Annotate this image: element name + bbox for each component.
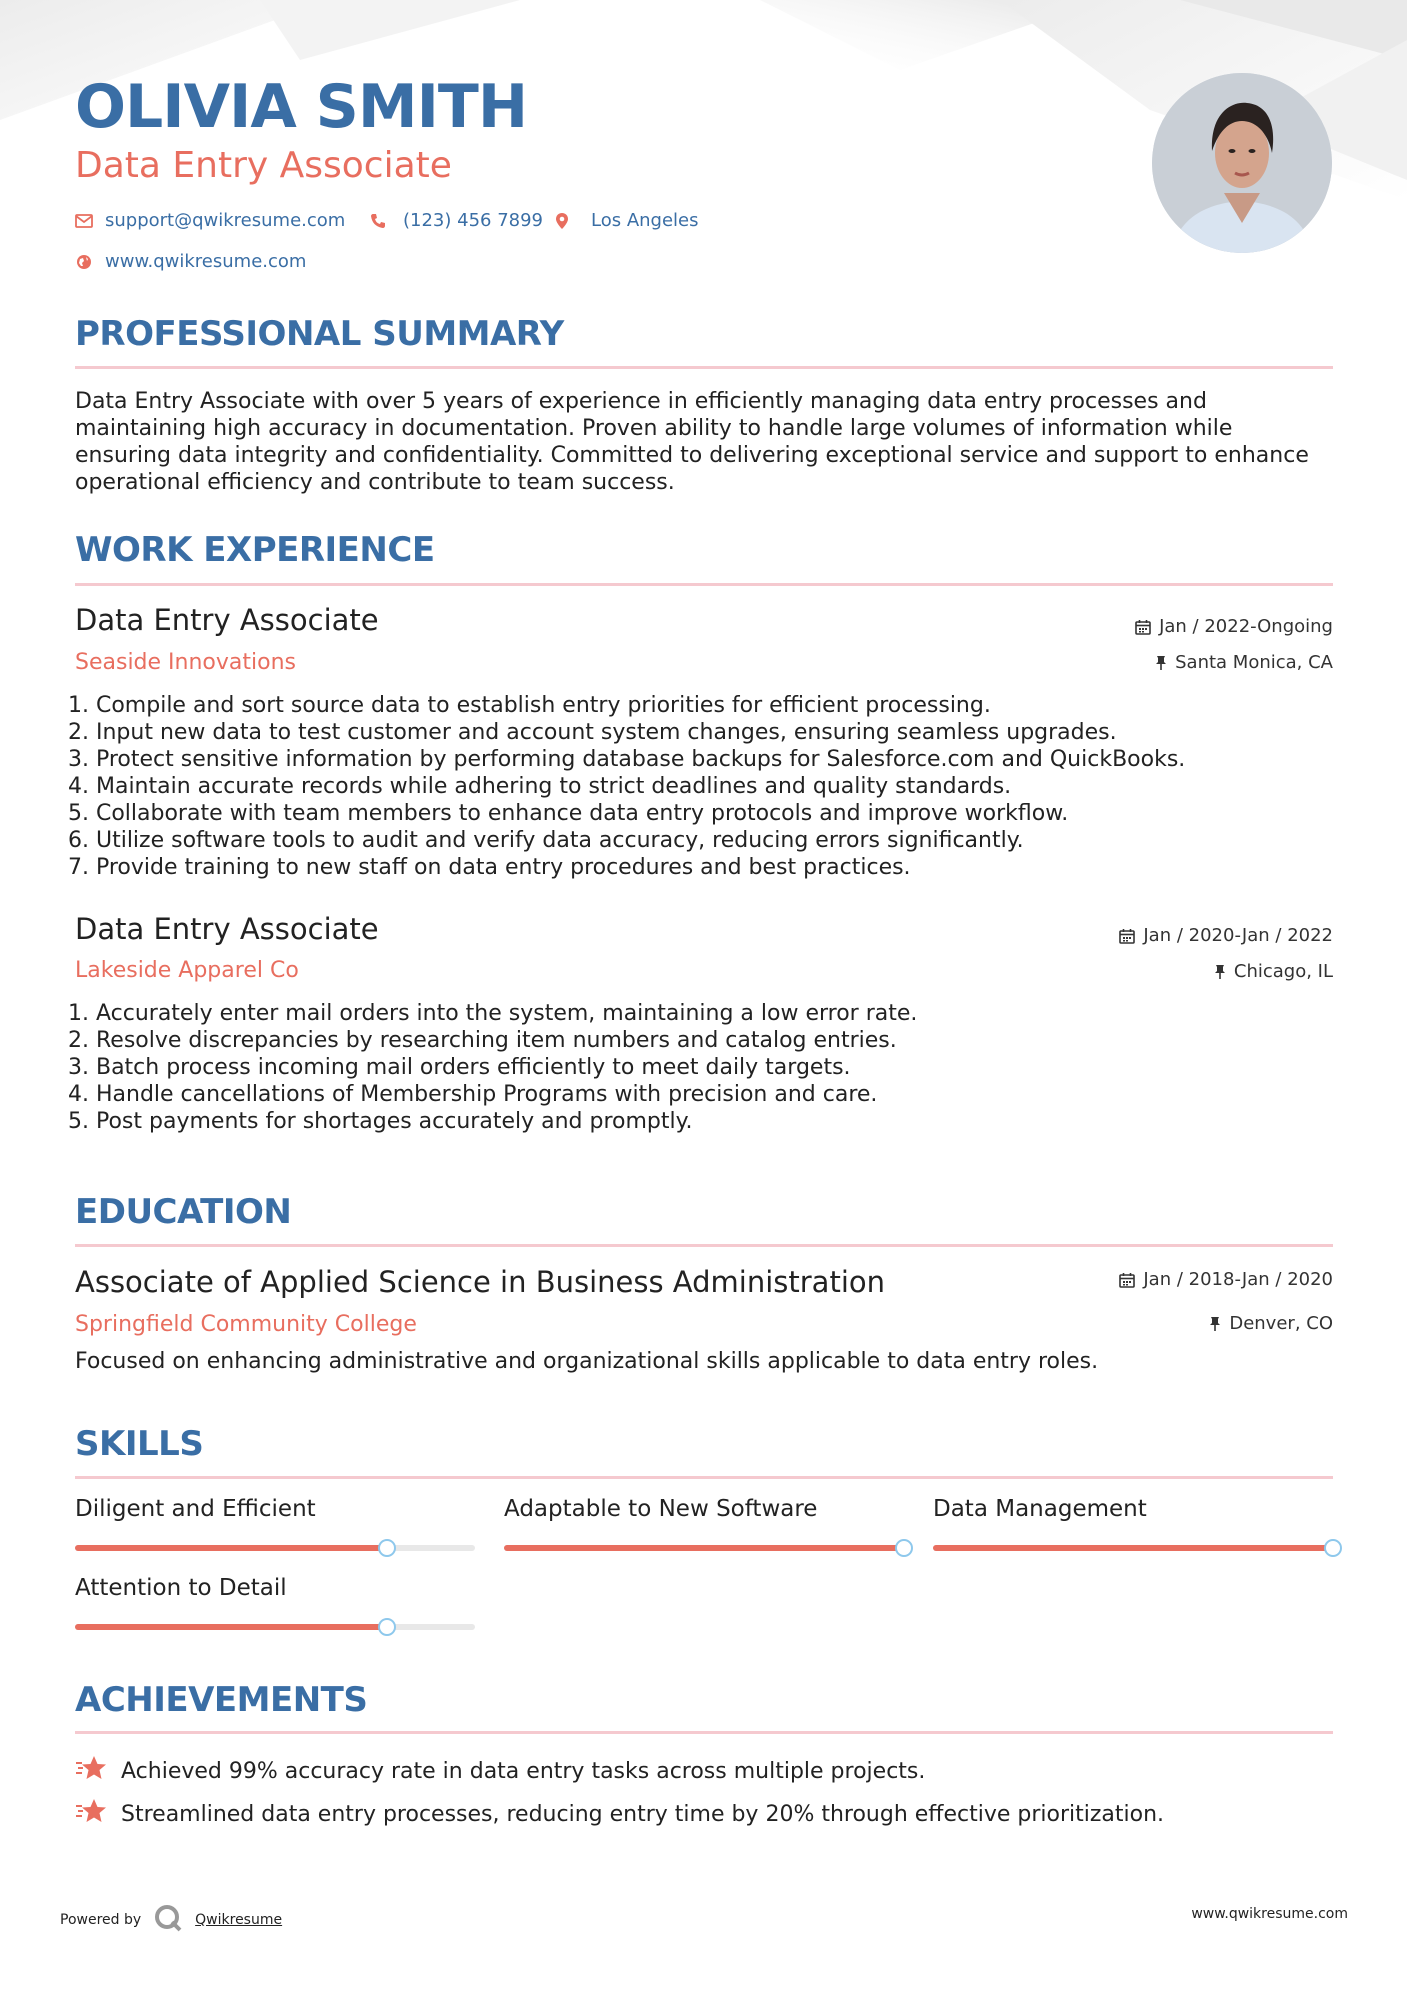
job-1-company: Seaside Innovations xyxy=(75,650,296,675)
job-2-company: Lakeside Apparel Co xyxy=(75,958,299,983)
achievement-1-text: Achieved 99% accuracy rate in data entry tasks across multiple projects. xyxy=(121,1758,926,1784)
calendar-icon xyxy=(1135,619,1151,635)
list-item: 1. Accurately enter mail orders into the system, maintaining a low error rate. xyxy=(68,1001,918,1026)
achievement-1 xyxy=(75,1755,925,1787)
map-pin-icon xyxy=(553,212,571,230)
job-1-role: Data Entry Associate xyxy=(75,603,379,637)
contact-location xyxy=(553,210,699,231)
skills-divider xyxy=(75,1476,1333,1479)
skill-2-knob xyxy=(895,1539,913,1557)
contact-website[interactable] xyxy=(75,251,306,272)
phone-icon xyxy=(369,212,387,230)
phone-text: (123) 456 7899 xyxy=(403,210,544,231)
skill-3-label: Data Management xyxy=(933,1496,1147,1522)
education-heading: EDUCATION xyxy=(75,1192,292,1232)
calendar-icon xyxy=(1119,928,1135,944)
location-text: Los Angeles xyxy=(591,210,699,231)
job-2-dates-text: Jan / 2020-Jan / 2022 xyxy=(1143,925,1333,946)
summary-divider xyxy=(75,366,1333,369)
job-2-location-text: Chicago, IL xyxy=(1233,961,1333,982)
calendar-icon xyxy=(1119,1272,1135,1288)
profile-photo xyxy=(1152,73,1332,253)
job-1-dates xyxy=(1135,616,1333,637)
skill-4-bar xyxy=(75,1624,475,1630)
achievements-heading: ACHIEVEMENTS xyxy=(75,1680,368,1720)
list-item: 3. Protect sensitive information by performing database backups for Salesforce.com and QuickBooks. xyxy=(68,747,1186,772)
footer-website[interactable]: www.qwikresume.com xyxy=(1191,1906,1348,1922)
job-1-location-text: Santa Monica, CA xyxy=(1175,652,1333,673)
list-item: 3. Batch process incoming mail orders efficiently to meet daily targets. xyxy=(68,1055,851,1080)
experience-divider xyxy=(75,583,1333,586)
job-2-bullets xyxy=(68,1000,917,1135)
job-2-dates xyxy=(1119,925,1333,946)
email-text: support@qwikresume.com xyxy=(105,210,346,231)
powered-by-label: Powered by xyxy=(60,1912,142,1928)
qwikresume-logo-icon xyxy=(153,1903,183,1937)
globe-icon xyxy=(75,253,93,271)
achievement-2-text: Streamlined data entry processes, reducing entry time by 20% through effective prioritization. xyxy=(121,1801,1165,1827)
list-item: 2. Input new data to test customer and account system changes, ensuring seamless upgrades. xyxy=(68,720,1117,745)
list-item: 4. Handle cancellations of Membership Programs with precision and care. xyxy=(68,1082,878,1107)
pushpin-icon xyxy=(1209,1316,1221,1332)
job-1-dates-text: Jan / 2022-Ongoing xyxy=(1159,616,1333,637)
pushpin-icon xyxy=(1214,964,1226,980)
job-2-location xyxy=(1214,961,1333,982)
achievements-divider xyxy=(75,1731,1333,1734)
candidate-name: OLIVIA SMITH xyxy=(75,72,528,142)
education-location-text: Denver, CO xyxy=(1229,1313,1333,1334)
summary-heading: PROFESSIONAL SUMMARY xyxy=(75,314,564,354)
skill-1-fill xyxy=(75,1545,387,1551)
list-item: 5. Collaborate with team members to enhance data entry protocols and improve workflow. xyxy=(68,801,1069,826)
pushpin-icon xyxy=(1155,655,1167,671)
job-1-location xyxy=(1155,652,1333,673)
list-item: 4. Maintain accurate records while adhering to strict deadlines and quality standards. xyxy=(68,774,1012,799)
website-text: www.qwikresume.com xyxy=(105,251,307,272)
skill-3-fill xyxy=(933,1545,1333,1551)
list-item: 1. Compile and sort source data to establish entry priorities for efficient processing. xyxy=(68,693,991,718)
skill-2-label: Adaptable to New Software xyxy=(504,1496,818,1522)
qwikresume-link[interactable]: Qwikresume xyxy=(195,1912,283,1928)
education-school: Springfield Community College xyxy=(75,1312,417,1337)
contact-email[interactable] xyxy=(75,210,345,231)
list-item: 2. Resolve discrepancies by researching item numbers and catalog entries. xyxy=(68,1028,897,1053)
skill-4-knob xyxy=(378,1618,396,1636)
education-location xyxy=(1209,1313,1333,1334)
skills-heading: SKILLS xyxy=(75,1424,204,1464)
candidate-title: Data Entry Associate xyxy=(75,145,452,186)
list-item: 6. Utilize software tools to audit and verify data accuracy, reducing errors significantly. xyxy=(68,828,1024,853)
skill-4-label: Attention to Detail xyxy=(75,1575,287,1601)
education-degree: Associate of Applied Science in Business Administration xyxy=(75,1265,886,1299)
list-item: 7. Provide training to new staff on data entry procedures and best practices. xyxy=(68,855,911,880)
skill-1-label: Diligent and Efficient xyxy=(75,1496,316,1522)
skill-2-fill xyxy=(504,1545,904,1551)
skill-1-bar xyxy=(75,1545,475,1551)
job-1-bullets xyxy=(68,692,1185,881)
email-icon xyxy=(75,212,93,230)
job-2-role: Data Entry Associate xyxy=(75,912,379,946)
education-dates-text: Jan / 2018-Jan / 2020 xyxy=(1143,1269,1333,1290)
education-divider xyxy=(75,1244,1333,1247)
contact-phone[interactable] xyxy=(369,210,543,231)
skill-1-knob xyxy=(378,1539,396,1557)
education-dates xyxy=(1119,1269,1333,1290)
list-item: 5. Post payments for shortages accurately and promptly. xyxy=(68,1109,693,1134)
skill-4-fill xyxy=(75,1624,387,1630)
skill-3-bar xyxy=(933,1545,1333,1551)
star-icon xyxy=(75,1798,107,1830)
footer-powered-by xyxy=(60,1903,282,1937)
skill-2-bar xyxy=(504,1545,904,1551)
achievement-2 xyxy=(75,1798,1164,1830)
star-icon xyxy=(75,1755,107,1787)
summary-text: Data Entry Associate with over 5 years of experience in efficiently managing data entry processes and maintaining high accuracy in documentation. Proven ability to handle large volumes of information while ensuring data integrity and confidentiality. Committed to delivering exceptional service and support to enhance operational efficiency and contribute to team success. xyxy=(75,389,1309,495)
education-description: Focused on enhancing administrative and organizational skills applicable to data entry roles. xyxy=(75,1349,1099,1374)
experience-heading: WORK EXPERIENCE xyxy=(75,530,435,570)
skill-3-knob xyxy=(1324,1539,1342,1557)
